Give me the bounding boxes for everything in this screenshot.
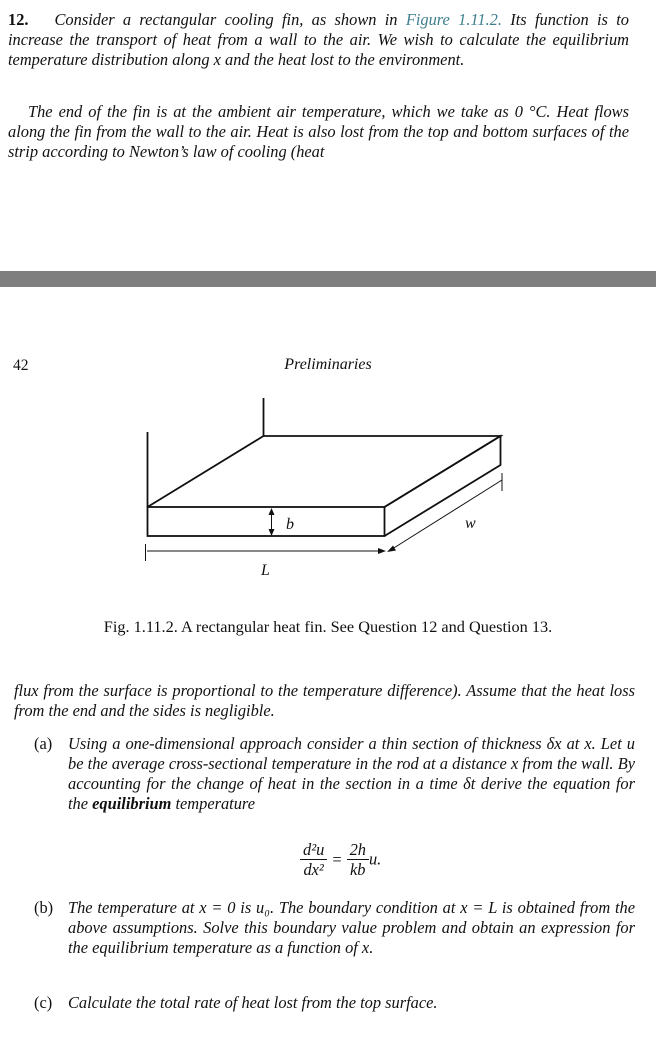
eq-lhs-den: dx² <box>303 860 324 879</box>
part-a-text-1: Using a one-dimensional approach consider a thin section of thickness δx at x. Let u be the average cross-sectional temperature in the rod at a distance x from the wall. By accounting for the change of heat in the section in a time δt derive the equation for the <box>68 734 635 813</box>
equilibrium-equation <box>300 840 381 879</box>
part-a-text-2: temperature <box>171 794 255 813</box>
paragraph-text: Consider a rectangular cooling fin, as shown in <box>54 10 406 29</box>
part-b <box>34 898 635 958</box>
part-c-label: (c) <box>34 993 53 1012</box>
label-b: b <box>286 516 294 533</box>
equilibrium-bold: equilibrium <box>92 794 172 813</box>
fin-front-face <box>148 507 385 536</box>
page-number: 42 <box>13 357 29 374</box>
continuation-paragraph: flux from the surface is proportional to the temperature difference). Assume that the heat loss from the end and the sides is negligible. <box>14 681 635 720</box>
part-a-label: (a) <box>34 734 53 753</box>
eq-rhs-num: 2h <box>347 840 369 860</box>
question-number: 12. <box>8 10 29 29</box>
page-divider <box>0 271 656 287</box>
eq-lhs-fraction <box>300 840 327 879</box>
figure-link[interactable]: Figure 1.11.2. <box>405 10 502 29</box>
eq-equals: = <box>332 849 342 869</box>
width-arrow <box>389 480 502 551</box>
paragraph-text: Its function is to increase the transport of heat from a wall to the air. We wish to calculate the equilibrium temperature distribution along x and the heat lost to the environment. <box>8 10 629 69</box>
part-b-label: (b) <box>34 898 54 917</box>
fin-top-face <box>148 436 501 507</box>
question-12-paragraph <box>8 10 629 70</box>
eq-rhs-den: kb <box>350 860 366 879</box>
eq-lhs-num: d²u <box>300 840 327 860</box>
label-L: L <box>261 562 270 579</box>
figure-caption: Fig. 1.11.2. A rectangular heat fin. See Question 12 and Question 13. <box>103 617 553 636</box>
eq-rhs-tail: u. <box>368 849 382 869</box>
part-b-text: The temperature at x = 0 is u₀. The boundary condition at x = L is obtained from the above assumptions. Solve this boundary value problem and obtain an expression for the equilibrium temperature as a function of x. <box>68 898 635 957</box>
eq-rhs-fraction <box>347 840 369 879</box>
fin-side-face <box>385 436 501 536</box>
part-a <box>34 734 635 814</box>
part-c <box>34 993 635 1013</box>
part-a-text <box>68 734 635 814</box>
part-c-text: Calculate the total rate of heat lost from the top surface. <box>68 993 438 1012</box>
label-w: w <box>465 515 476 532</box>
heat-fin-figure <box>0 390 656 590</box>
running-head: Preliminaries <box>284 356 372 373</box>
fin-description-paragraph: The end of the fin is at the ambient air temperature, which we take as 0 °C. Heat flows along the fin from the wall to the air. Heat is also lost from the top and bottom surfaces of the strip according to Newton’s law of cooling (heat <box>8 102 629 161</box>
